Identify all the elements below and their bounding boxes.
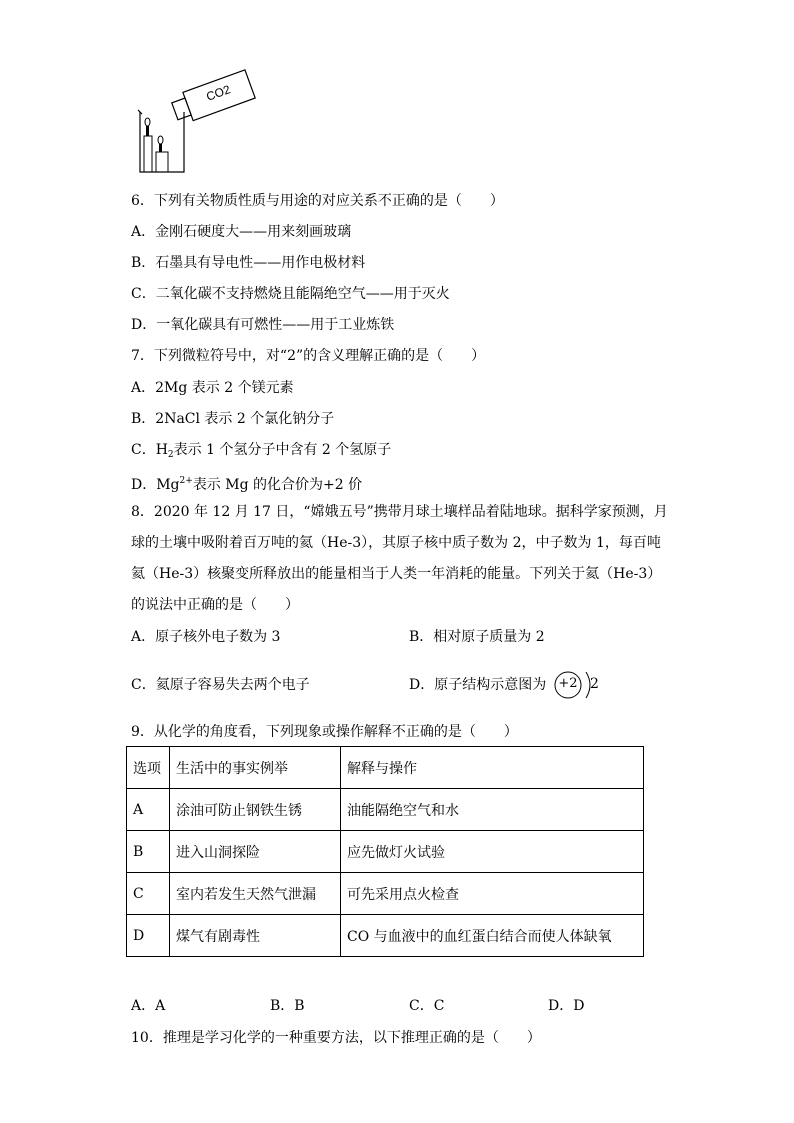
table-row: [127, 789, 644, 831]
co2-pouring-figure: [134, 68, 259, 176]
table-row: [127, 831, 644, 873]
table-header-cell: 生活中的事实例举: [170, 747, 341, 789]
q7-option-d-superscript: 2+: [179, 476, 193, 486]
table-cell: 室内若发生天然气泄漏: [170, 873, 341, 915]
table-header-cell: 选项: [127, 747, 170, 789]
q8-option-a[interactable]: A．原子核外电子数为 3: [131, 629, 281, 645]
table-cell: CO 与血液中的血红蛋白结合而使人体缺氧: [341, 915, 644, 957]
q6-stem: 6．下列有关物质性质与用途的对应关系不正确的是（ ）: [131, 193, 504, 209]
bottle-label: CO2: [204, 82, 233, 104]
q7-option-c-prefix: C．H: [131, 442, 168, 458]
table-cell: 煤气有剧毒性: [170, 915, 341, 957]
q9-answer-b[interactable]: B．B: [270, 998, 305, 1014]
q8-option-c[interactable]: C．氦原子容易失去两个电子: [131, 677, 310, 693]
table-header-row: [127, 747, 644, 789]
q9-stem: 9．从化学的角度看，下列现象或操作解释不正确的是（ ）: [131, 724, 518, 740]
q6-option-b[interactable]: B．石墨具有导电性——用作电极材料: [131, 255, 366, 271]
q10-stem: 10．推理是学习化学的一种重要方法，以下推理正确的是（ ）: [131, 1030, 541, 1046]
q9-answer-a[interactable]: A．A: [131, 998, 166, 1014]
table-cell: 涂油可防止钢铁生锈: [170, 789, 341, 831]
table-cell: 可先采用点火检查: [341, 873, 644, 915]
q8-option-b[interactable]: B．相对原子质量为 2: [409, 629, 545, 645]
table-row: [127, 873, 644, 915]
table-cell: 油能隔绝空气和水: [341, 789, 644, 831]
q8-stem: 8．2020 年 12 月 17 日，“嫦娥五号”携带月球土壤样品着陆地球。据科学家预测，月球的土壤中吸附着百万吨的氦（He-3），其原子核中质子数为 2，中子数为 1，每百吨氦（He-3）核聚变所释放出的能量相当于人类一年消耗的能量。下列关于氦（He-3）的说法中正确的是（ ）: [131, 504, 668, 613]
q6-option-c[interactable]: C．二氧化碳不支持燃烧且能隔绝空气——用于灭火: [131, 286, 450, 302]
table-header-cell: 解释与操作: [341, 747, 644, 789]
co2-experiment-illustration: [134, 68, 259, 176]
q7-option-b[interactable]: B．2NaCl 表示 2 个氯化钠分子: [131, 411, 335, 427]
q7-option-c[interactable]: [131, 440, 391, 465]
nucleus-charge: +2: [558, 676, 578, 691]
table-cell: C: [127, 873, 170, 915]
q9-table: [126, 746, 644, 957]
q7-option-c-subscript: 2: [167, 450, 174, 460]
q8-option-d[interactable]: D．原子结构示意图为: [409, 677, 547, 693]
q7-option-d-prefix: D．Mg: [131, 477, 180, 493]
q9-answer-c[interactable]: C．C: [409, 998, 445, 1014]
table-row: [127, 915, 644, 957]
q9-answer-d[interactable]: D．D: [548, 998, 585, 1014]
electron-count: 2: [590, 676, 599, 692]
table-cell: D: [127, 915, 170, 957]
q7-stem: 7．下列微粒符号中，对“2”的含义理解正确的是（ ）: [131, 348, 486, 364]
q7-option-a[interactable]: A．2Mg 表示 2 个镁元素: [131, 380, 294, 396]
q7-option-d-text: 表示 Mg 的化合价为+2 价: [192, 477, 363, 493]
table-cell: A: [127, 789, 170, 831]
q6-option-d[interactable]: D．一氧化碳具有可燃性——用于工业炼铁: [131, 317, 395, 333]
table-cell: 应先做灯火试验: [341, 831, 644, 873]
q7-option-d[interactable]: [131, 471, 362, 495]
table-cell: 进入山洞探险: [170, 831, 341, 873]
q6-option-a[interactable]: A．金刚石硬度大——用来刻画玻璃: [131, 224, 352, 240]
helium-atomic-structure-diagram: [552, 668, 604, 702]
q7-option-c-text: 表示 1 个氢分子中含有 2 个氢原子: [173, 442, 392, 458]
table-cell: B: [127, 831, 170, 873]
